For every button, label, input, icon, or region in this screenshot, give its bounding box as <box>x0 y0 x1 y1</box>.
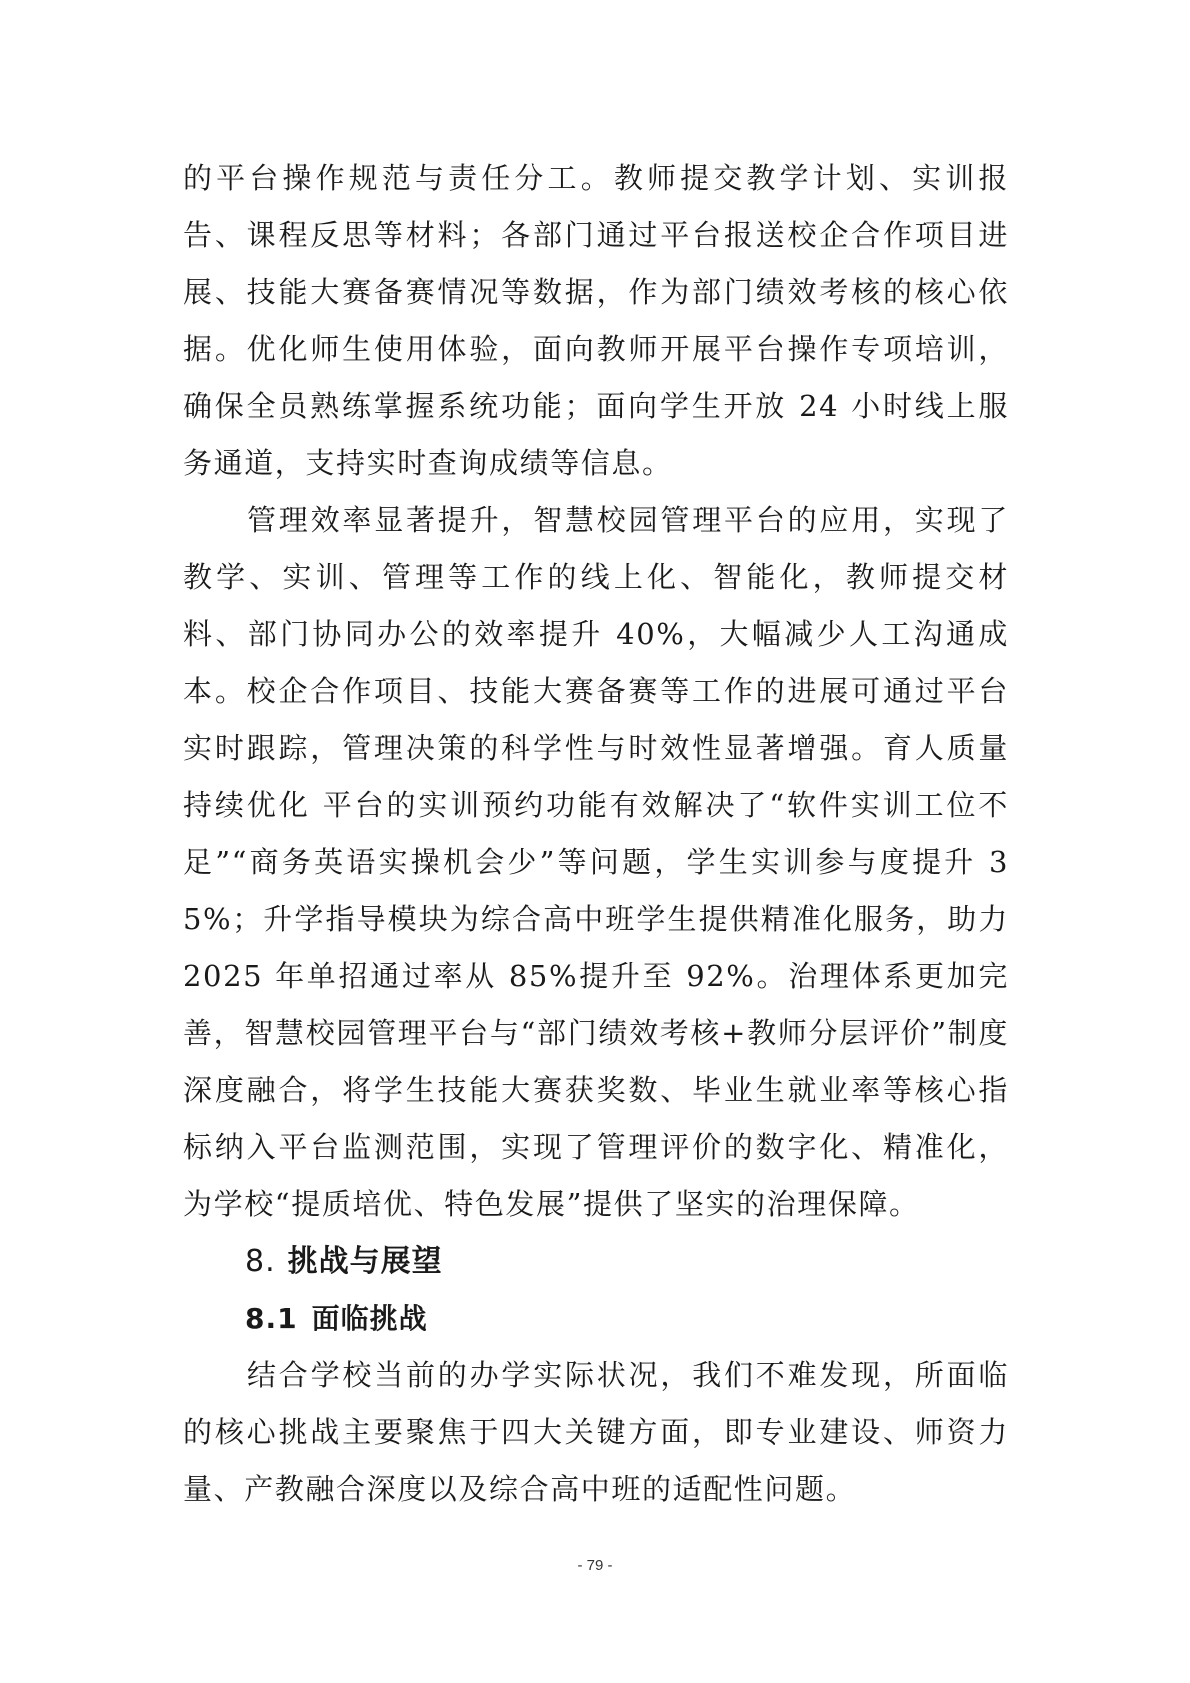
paragraph-challenges: 结合学校当前的办学实际状况，我们不难发现，所面临的核心挑战主要聚焦于四大关键方面，即专业建设、师资力量、产教融合深度以及综合高中班的适配性问题。 <box>183 1358 1009 1506</box>
paragraph-platform-norms: 的平台操作规范与责任分工。教师提交教学计划、实训报告、课程反思等材料；各部门通过平台报送校企合作项目进展、技能大赛备赛情况等数据，作为部门绩效考核的核心依据。优化师生使用体验，面向教师开展平台操作专项培训，确保全员熟练掌握系统功能；面向学生开放 24 小时线上服务通道，支持实时查询成绩等信息。 <box>183 161 1009 480</box>
paragraph-management-efficiency: 管理效率显著提升，智慧校园管理平台的应用，实现了教学、实训、管理等工作的线上化、智能化，教师提交材料、部门协同办公的效率提升 40%，大幅减少人工沟通成本。校企合作项目、技能大赛备赛等工作的进展可通过平台实时跟踪，管理决策的科学性与时效性显著增强。育人质量持续优化 平台的实训预约功能有效解决了“软件实训工位不足”“商务英语实操机会少”等问题，学生实训参与度提升 35%；升学指导模块为综合高中班学生提供精准化服务，助力 2025 年单招通过率从 85%提升至 92%。治理体系更加完善，智慧校园管理平台与“部门绩效考核+教师分层评价”制度深度融合，将学生技能大赛获奖数、毕业生就业率等核心指标纳入平台监测范围，实现了管理评价的数字化、精准化，为学校“提质培优、特色发展”提供了坚实的治理保障。 <box>183 503 1009 1221</box>
page-number: - 79 - <box>577 1557 613 1574</box>
subsection-title: 面临挑战 <box>311 1302 428 1335</box>
section-heading <box>183 1233 1009 1290</box>
subsection-number: 8.1 <box>245 1302 298 1335</box>
section-number: 8. <box>245 1244 276 1279</box>
section-title: 挑战与展望 <box>287 1244 443 1279</box>
page-content <box>183 150 1009 1518</box>
subsection-heading <box>183 1290 1009 1347</box>
